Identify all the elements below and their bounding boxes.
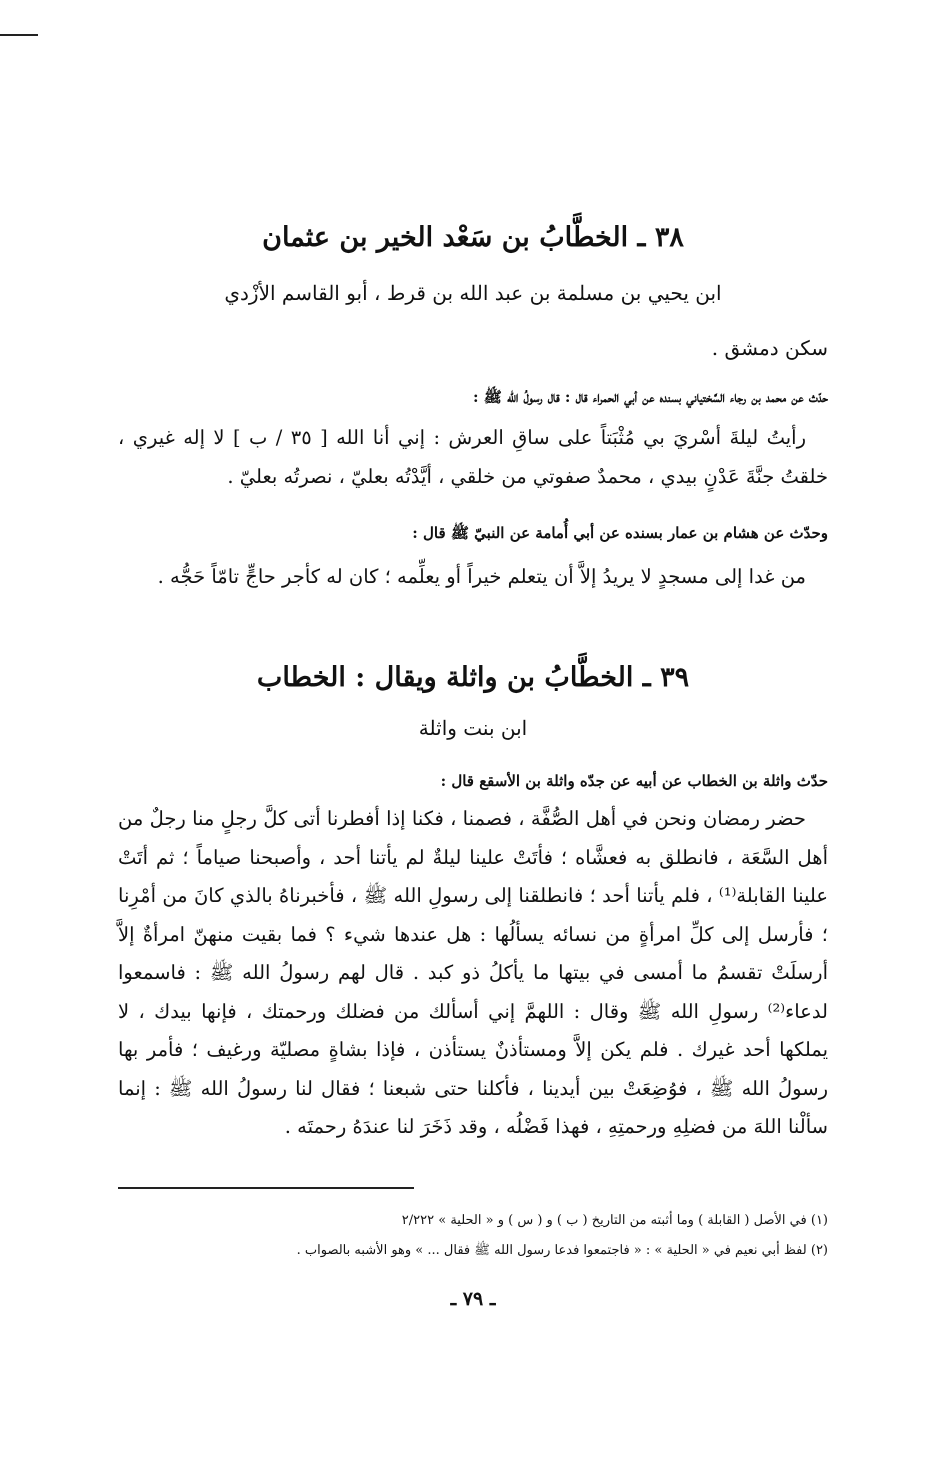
hadith-1-isnad: حدّث عن محمد بن رجاء السَّختياني بسنده عن أبي الحمراء قال : قال رسولُ الله ﷺ : [473, 388, 828, 406]
section-39-heading: ٣٩ ـ الخطَّابُ بن واثلة ويقال : الخطاب [256, 662, 690, 693]
section-39-text: حضر رمضان ونحن في أهل الصُّفَّة ، فصمنا ، فكنا إذا أفطرنا أتى كلَّ رجلٍ منا رجلٌ من أهل السَّعَة ، فانطلق به فعشَّاه ؛ فأتَتْ علينا ليلةٌ لم يأتنا أحد ، وأصبحنا صياماً ؛ ثم أتَتْ علينا القابلة⁽¹⁾ ، فلم يأتنا أحد ؛ فانطلقنا إلى رسولِ الله ﷺ ، فأخبرناهُ بالذي كانَ من أمْرِنا ؛ فأرسل إلى كلِّ امرأةٍ من نسائه يسألُها : هل عندها شيء ؟ فما بقيت منهنّ امرأةٌ إلاَّ أرسلَتْ تقسمُ ما أمسى في بيتها ما يأكلُ ذو كبد . قال لهم رسولُ الله ﷺ : فاسمعوا لدعاء⁽²⁾ رسولِ الله ﷺ وقال : اللهمَّ إني أسألك من فضلك ورحمتك ، فإنها بيدك ، لا يملكها أحد غيرك . فلم يكن إلاَّ ومستأذنٌ يستأذن ، فإذا بشاةٍ مصليّة ورغيف ؛ فأمر بها رسولُ الله ﷺ ، فوُضِعَتْ بين أيدينا ، فأكلنا حتى شبعنا ؛ فقال لنا رسولُ الله ﷺ : إنما سألْنا اللهَ من فضلِهِ ورحمتِهِ ، فهذا فَضْلُه ، وقد ذَخَرَ لنا عندَهُ رحمتَه . [118, 807, 829, 1138]
footnote-1: (١) في الأصل ( القابلة ) وما أثبته من التاريخ ( ب ) و ( س ) و « الحلية » ٢/٢٢٢ [401, 1213, 828, 1228]
section-38-residence: سكن دمشق . [711, 336, 828, 360]
hadith-1-text: رأيتُ ليلةَ أسْريَ بي مُثْبَتاً على ساقِ العرش : إني أنا الله [ ٣٥ / ب ] لا إله غيري ، خلقتُ جنَّةَ عَدْنٍ بيدي ، محمدٌ صفوتي من خلقي ، أيَّدْتُه بعليّ ، نصرتُه بعليّ . [118, 426, 828, 488]
page-number: ـ ٧٩ ـ [450, 1288, 496, 1310]
corner-mark [0, 34, 38, 36]
section-39-subtitle: ابن بنت واثلة [418, 716, 528, 740]
section-38-subtitle: ابن يحيي بن مسلمة بن عبد الله بن قرط ، أبو القاسم الأزْدي [224, 281, 722, 305]
hadith-2-text: من غدا إلى مسجدٍ لا يريدُ إلاَّ أن يتعلم خيراً أو يعلِّمه ؛ كان له كأجر حاجٍّ تامّاً حَجُّه . [157, 565, 806, 588]
section-38-heading: ٣٨ ـ الخطَّابُ بن سَعْد الخير بن عثمان [262, 222, 684, 253]
page [118, 0, 828, 1471]
footnote-2: (٢) لفظ أبي نعيم في « الحلية » : « فاجتمعوا فدعا رسول الله ﷺ فقال ... » وهو الأشبه بالصواب . [296, 1243, 828, 1258]
hadith-2-isnad: وحدّث عن هشام بن عمار بسنده عن أبي أُمامة عن النبيّ ﷺ قال : [412, 524, 828, 542]
footnote-separator [118, 1187, 414, 1189]
section-39-isnad: حدّث واثلة بن الخطاب عن أبيه عن جدّه واثلة بن الأسقع قال : [440, 772, 828, 790]
